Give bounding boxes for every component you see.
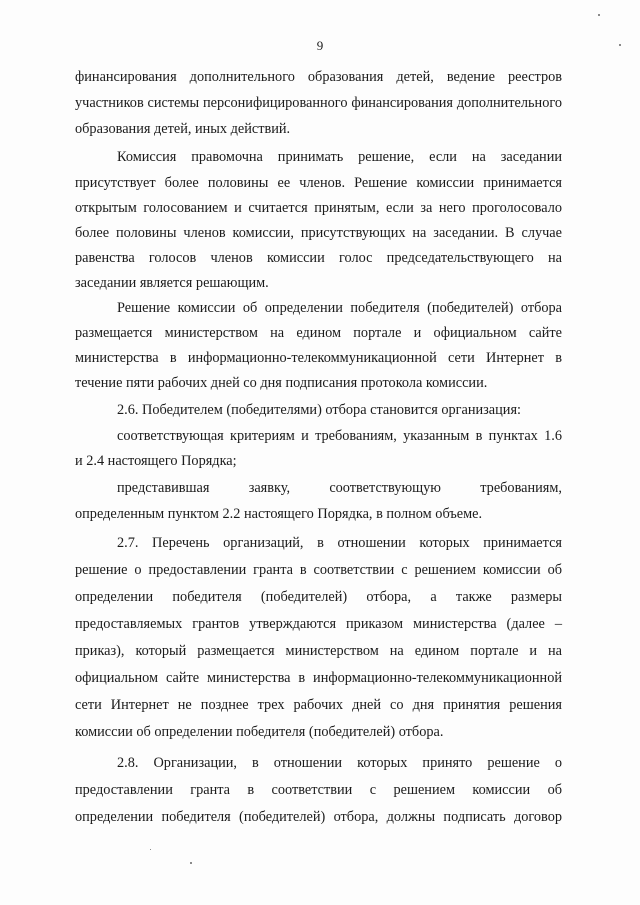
text-line: 2.7. Перечень организаций, в отношении которых принимается	[117, 535, 562, 551]
text-line: размещается министерством на едином портале и официальном сайте	[75, 325, 562, 341]
text-line: определении победителя (победителей) отбора, должны подписать договор	[75, 809, 562, 825]
page-number: 9	[316, 38, 324, 53]
text-line: присутствует более половины ее членов. Решение комиссии принимается	[75, 175, 562, 191]
text-line: участников системы персонифицированного финансирования дополнительного	[75, 95, 562, 111]
text-line: официальном сайте министерства в информационно-телекоммуникационной	[75, 670, 562, 686]
text-line: министерства в информационно-телекоммуникационной сети Интернет в	[75, 350, 562, 366]
text-line: более половины членов комиссии, присутствующих на заседании. В случае	[75, 225, 562, 241]
text-line: и 2.4 настоящего Порядка;	[75, 453, 237, 469]
text-line: 2.6. Победителем (победителями) отбора становится организация:	[117, 402, 522, 418]
text-line: определенным пунктом 2.2 настоящего Порядка, в полном объеме.	[75, 506, 483, 522]
text-line: Решение комиссии об определении победителя (победителей) отбора	[117, 300, 562, 316]
text-line: приказ), который размещается министерством на едином портале и на	[75, 643, 562, 659]
text-line: предоставляемых грантов утверждаются приказом министерства (далее –	[75, 616, 562, 632]
scan-speck	[150, 849, 151, 850]
scan-speck	[619, 44, 621, 46]
text-line: определении победителя (победителей) отбора, а также размеры	[75, 589, 562, 605]
text-line: Комиссия правомочна принимать решение, если на заседании	[117, 149, 562, 165]
text-line: 2.8. Организации, в отношении которых принято решение о	[117, 755, 562, 771]
text-line: равенства голосов членов комиссии голос председательствующего на	[75, 250, 562, 266]
text-line: предоставлении гранта в соответствии с решением комиссии об	[75, 782, 562, 798]
scan-speck	[190, 862, 192, 864]
text-line: заседании является решающим.	[75, 275, 269, 291]
text-line: образования детей, иных действий.	[75, 121, 291, 137]
text-line: финансирования дополнительного образования детей, ведение реестров	[75, 69, 562, 85]
text-line: течение пяти рабочих дней со дня подписания протокола комиссии.	[75, 375, 488, 391]
text-line: представившая заявку, соответствующую требованиям,	[117, 480, 562, 496]
text-line: решение о предоставлении гранта в соответствии с решением комиссии об	[75, 562, 562, 578]
text-line: соответствующая критериям и требованиям, указанным в пунктах 1.6	[117, 428, 562, 444]
text-line: сети Интернет не позднее трех рабочих дней со дня принятия решения	[75, 697, 562, 713]
scan-speck	[598, 14, 600, 16]
text-line: открытым голосованием и считается принятым, если за него проголосовало	[75, 200, 562, 216]
text-line: комиссии об определении победителя (победителей) отбора.	[75, 724, 444, 740]
